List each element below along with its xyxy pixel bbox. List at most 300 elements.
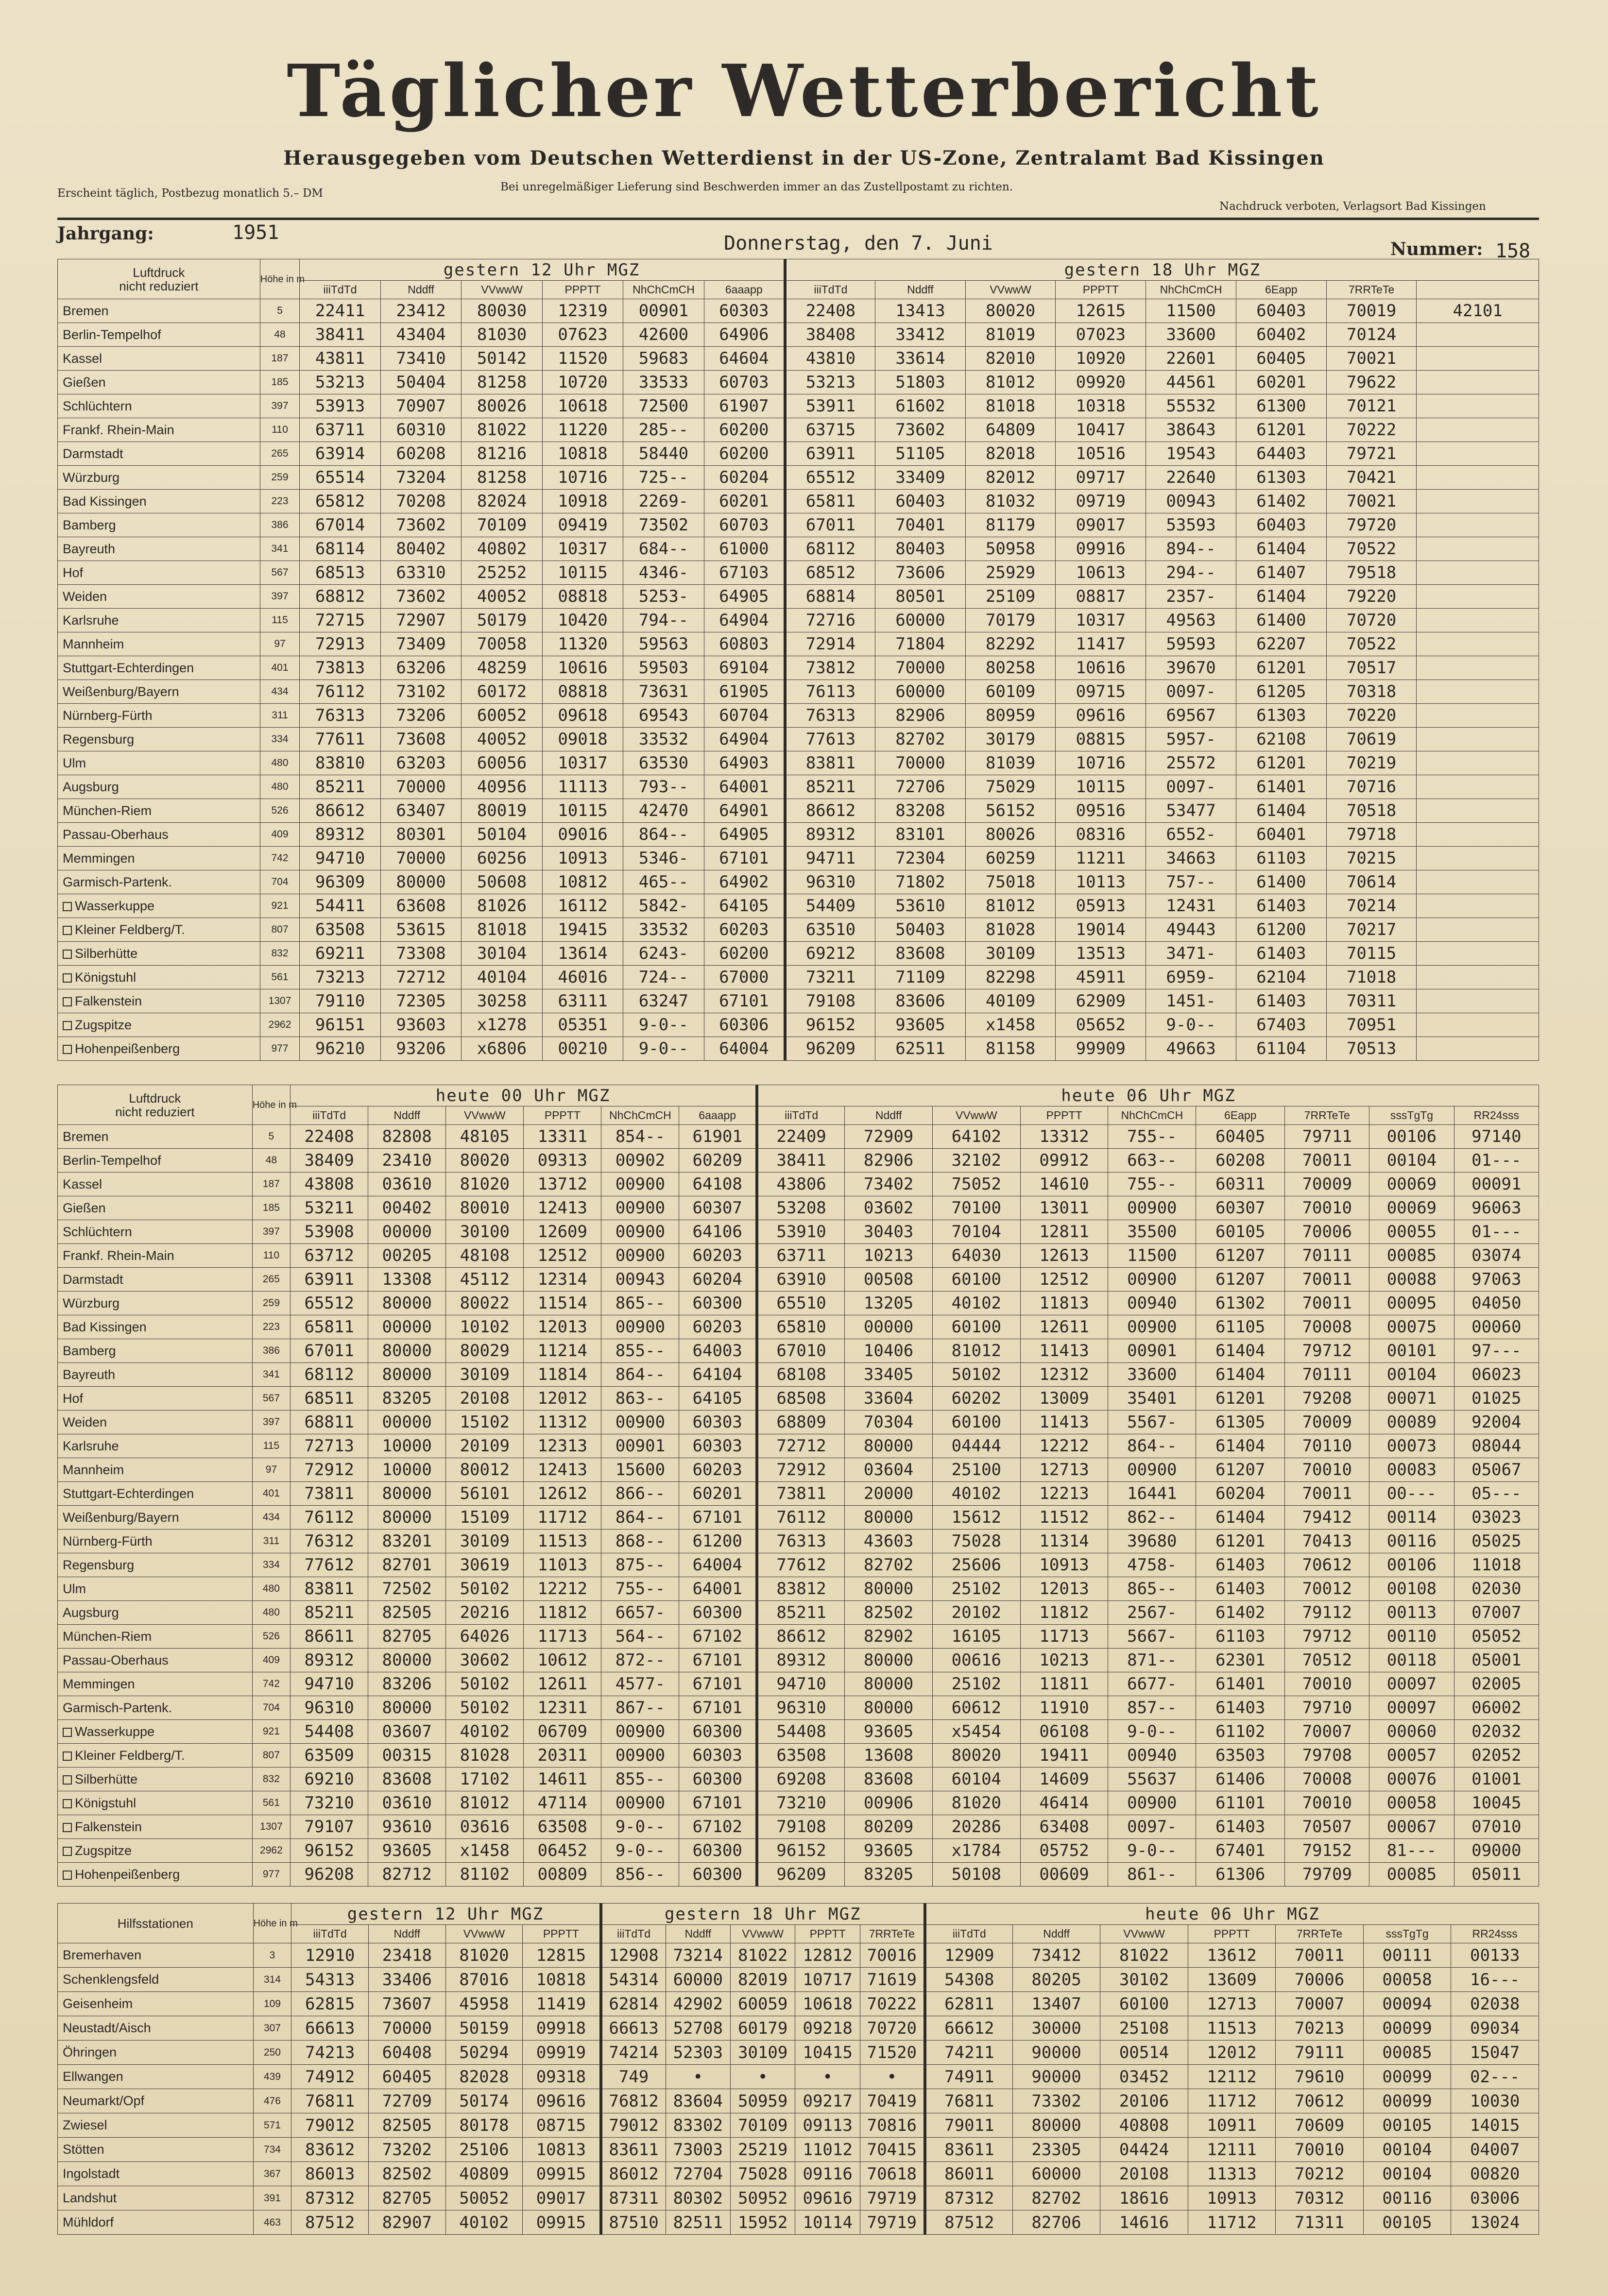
report-cell: 75018 (965, 870, 1056, 894)
station-name (58, 1744, 253, 1768)
report-cell: 61400 (1236, 609, 1326, 632)
report-cell: 00106 (1369, 1553, 1454, 1577)
station-label: Silberhütte (75, 1771, 138, 1786)
report-cell: 61403 (1196, 1815, 1285, 1839)
report-cell: 85211 (757, 1601, 845, 1625)
station-height: 807 (252, 1744, 290, 1768)
station-label: Weiden (63, 589, 107, 604)
station-label: Kassel (63, 351, 103, 366)
mountain-station-marker (63, 1021, 72, 1030)
report-cell: 00105 (1363, 2211, 1451, 2235)
station-label: Königstuhl (75, 969, 137, 985)
mountain-station-marker (63, 1752, 72, 1761)
report-cell: 50294 (445, 2041, 523, 2065)
report-cell: 50404 (380, 371, 461, 394)
report-cell: 54408 (291, 1720, 368, 1744)
report-cell: 70009 (1285, 1173, 1369, 1196)
report-cell: 83611 (601, 2138, 666, 2162)
report-cell: 08316 (1056, 823, 1146, 847)
report-cell: 13614 (542, 942, 623, 966)
report-cell: 71018 (1326, 966, 1417, 989)
report-cell: 755-- (1108, 1173, 1196, 1196)
report-cell: 73412 (1012, 1943, 1100, 1968)
report-cell: 80000 (380, 870, 461, 894)
report-cell: 81020 (446, 1173, 524, 1196)
report-cell: 47114 (524, 1791, 601, 1815)
report-cell: 11220 (542, 418, 623, 442)
station-height: 977 (260, 1037, 300, 1061)
report-cell: 45112 (446, 1268, 524, 1292)
report-cell: 65812 (300, 490, 380, 513)
column-header: RR24sss (1454, 1106, 1539, 1125)
report-cell: 70518 (1326, 799, 1417, 823)
report-cell: 70513 (1326, 1037, 1417, 1061)
report-cell: 61000 (704, 537, 785, 561)
report-cell: 10813 (523, 2138, 601, 2162)
report-cell: 15109 (446, 1506, 524, 1530)
station-label: Regensburg (63, 1557, 135, 1572)
report-cell: 10720 (542, 371, 623, 394)
station-height: 386 (260, 513, 300, 537)
report-cell: 05351 (542, 1013, 623, 1037)
report-cell: 00900 (1108, 1268, 1196, 1292)
report-cell: 53610 (875, 894, 966, 918)
report-cell: 60303 (679, 1434, 757, 1458)
report-cell: 79412 (1285, 1506, 1369, 1530)
report-cell: 05652 (1056, 1013, 1146, 1037)
report-cell: 60203 (679, 1315, 757, 1339)
report-cell: 40052 (462, 585, 542, 609)
station-name (58, 1672, 253, 1696)
station-height: 115 (260, 609, 300, 632)
report-cell: 70220 (1326, 704, 1417, 728)
report-cell: 86612 (785, 799, 875, 823)
report-cell: 60100 (1100, 1992, 1188, 2016)
report-cell: 56101 (446, 1482, 524, 1506)
report-cell: 00902 (601, 1149, 679, 1173)
report-cell: 22601 (1146, 347, 1236, 371)
report-cell: 66613 (601, 2016, 666, 2041)
report-cell: 72712 (757, 1434, 845, 1458)
masthead-rule (57, 218, 1539, 220)
station-label: Karlsruhe (63, 612, 119, 628)
report-cell: 82701 (368, 1553, 446, 1577)
report-cell: 663-- (1108, 1149, 1196, 1173)
report-cell: 00900 (1108, 1791, 1196, 1815)
report-cell: 38409 (291, 1149, 368, 1173)
report-cell: 70415 (860, 2138, 924, 2162)
station-label: Gießen (63, 1200, 106, 1215)
report-cell: 73308 (380, 942, 461, 966)
report-cell: 70016 (860, 1943, 924, 1968)
report-cell: 10317 (1056, 609, 1146, 632)
table-row (58, 2041, 1539, 2065)
report-cell: 11314 (1020, 1530, 1108, 1553)
report-cell: 00104 (1369, 1363, 1454, 1387)
report-cell (1417, 870, 1539, 894)
report-cell: 61207 (1196, 1244, 1285, 1268)
report-cell: 04007 (1451, 2138, 1539, 2162)
mountain-station-marker (63, 1775, 72, 1785)
report-cell: 39680 (1108, 1530, 1196, 1553)
report-cell: 67102 (679, 1625, 757, 1649)
report-cell: 871-- (1108, 1649, 1196, 1672)
report-cell: 13011 (1020, 1196, 1108, 1220)
report-cell: 53911 (785, 394, 875, 418)
report-cell: 10616 (542, 656, 623, 680)
report-cell: 63203 (380, 751, 461, 775)
report-cell: 09034 (1451, 2016, 1539, 2041)
report-cell: 87510 (601, 2211, 666, 2235)
report-cell: 80000 (368, 1649, 446, 1672)
report-cell: 09313 (524, 1149, 601, 1173)
report-cell: 63711 (757, 1244, 845, 1268)
report-cell: 70000 (875, 751, 966, 775)
report-cell: 64906 (704, 323, 785, 347)
report-cell: 83208 (875, 799, 966, 823)
report-cell: 68112 (785, 537, 875, 561)
station-label: Mannheim (63, 636, 124, 651)
report-cell: 70951 (1326, 1013, 1417, 1037)
station-label: Schlüchtern (63, 398, 132, 413)
report-cell: 73812 (785, 656, 875, 680)
report-cell: 73213 (300, 966, 380, 989)
report-cell: 11417 (1056, 632, 1146, 656)
report-cell: 79709 (1285, 1863, 1369, 1887)
report-cell: 96310 (757, 1696, 845, 1720)
report-cell: 61205 (1236, 680, 1326, 704)
report-cell: 70008 (1285, 1315, 1369, 1339)
report-cell: 00055 (1369, 1220, 1454, 1244)
report-cell: 79208 (1285, 1387, 1369, 1411)
report-cell: 61201 (1236, 418, 1326, 442)
report-cell: 61403 (1196, 1696, 1285, 1720)
report-cell: 05025 (1454, 1530, 1539, 1553)
report-cell: 61103 (1236, 847, 1326, 870)
report-cell: 82907 (368, 2211, 445, 2235)
report-cell: 97063 (1454, 1268, 1539, 1292)
report-cell: 09717 (1056, 466, 1146, 490)
station-label: Falkenstein (75, 993, 142, 1008)
report-cell: 2567- (1108, 1601, 1196, 1625)
complaint-note: Bei unregelmäßiger Lieferung sind Beschwerden immer an das Zustellpostamt zu richten. (500, 181, 1013, 193)
report-cell: 90000 (1012, 2065, 1100, 2089)
report-cell: 60300 (679, 1292, 757, 1315)
report-cell: 861-- (1108, 1863, 1196, 1887)
report-cell: 08817 (1056, 585, 1146, 609)
report-cell: 00073 (1369, 1434, 1454, 1458)
report-cell: 00099 (1363, 2065, 1451, 2089)
station-height: 314 (253, 1968, 291, 1992)
report-cell: 72715 (300, 609, 380, 632)
report-cell: 82502 (845, 1601, 933, 1625)
group-header-a: gestern 12 Uhr MGZ (291, 1904, 601, 1925)
report-cell: 43808 (291, 1173, 368, 1196)
report-cell: 80000 (368, 1339, 446, 1363)
report-cell: 61602 (875, 394, 966, 418)
report-cell: 82705 (368, 2186, 445, 2211)
report-cell: 70222 (860, 1992, 924, 2016)
report-cell: 86612 (757, 1625, 845, 1649)
report-cell: 25219 (730, 2138, 795, 2162)
report-cell: 69543 (623, 704, 704, 728)
report-cell: 12319 (542, 299, 623, 323)
report-cell: 25572 (1146, 751, 1236, 775)
table-row (58, 1992, 1539, 2016)
report-cell: 67010 (757, 1339, 845, 1363)
station-name (58, 537, 260, 561)
report-cell: 13312 (1020, 1125, 1108, 1149)
report-cell: 40109 (965, 989, 1056, 1013)
report-cell (1417, 751, 1539, 775)
table-row (58, 1458, 1539, 1482)
report-cell: 10818 (542, 442, 623, 466)
station-height: 250 (253, 2041, 291, 2065)
report-cell: 00099 (1363, 2016, 1451, 2041)
report-cell: 749 (601, 2065, 666, 2089)
report-cell: 83205 (368, 1387, 446, 1411)
report-cell: 00069 (1369, 1196, 1454, 1220)
report-cell: 793-- (623, 775, 704, 799)
station-label: Berlin-Tempelhof (63, 1153, 161, 1168)
station-label: Wasserkuppe (75, 898, 155, 913)
report-cell: 10918 (542, 490, 623, 513)
report-cell: 70000 (380, 847, 461, 870)
report-cell: 9-0-- (1108, 1720, 1196, 1744)
report-cell: 894-- (1146, 537, 1236, 561)
report-cell: 60303 (679, 1744, 757, 1768)
report-cell (1417, 466, 1539, 490)
report-cell: 64905 (704, 823, 785, 847)
station-label: Berlin-Tempelhof (63, 327, 161, 342)
report-cell: 5253- (623, 585, 704, 609)
report-cell: 73602 (875, 418, 966, 442)
report-cell: 00076 (1369, 1768, 1454, 1791)
table-row (58, 609, 1539, 632)
report-cell: 10612 (524, 1649, 601, 1672)
report-cell: 06002 (1454, 1696, 1539, 1720)
station-height: 185 (260, 371, 300, 394)
report-cell: 34663 (1146, 847, 1236, 870)
report-cell: 13024 (1451, 2211, 1539, 2235)
report-cell: 30000 (1012, 2016, 1100, 2041)
report-cell: 00116 (1363, 2186, 1451, 2211)
height-column-header: Höhe in m (253, 1904, 291, 1943)
report-cell: 70121 (1326, 394, 1417, 418)
report-cell: 14015 (1451, 2113, 1539, 2138)
station-height: 367 (253, 2162, 291, 2186)
report-cell: 00940 (1108, 1292, 1196, 1315)
report-cell: 70618 (860, 2162, 924, 2186)
report-cell: 83604 (666, 2089, 730, 2113)
report-cell: x1458 (965, 1013, 1056, 1037)
table-row (58, 1434, 1539, 1458)
report-cell: 12612 (524, 1482, 601, 1506)
report-cell: 30619 (446, 1553, 524, 1577)
report-cell: 60201 (704, 490, 785, 513)
report-cell: 10113 (1056, 870, 1146, 894)
report-cell: 33405 (845, 1363, 933, 1387)
report-cell: 02052 (1454, 1744, 1539, 1768)
station-height: 742 (260, 847, 300, 870)
column-header: iiiTdTd (925, 1925, 1013, 1943)
station-name (58, 1649, 253, 1672)
station-height: 311 (252, 1530, 290, 1553)
report-cell: 19543 (1146, 442, 1236, 466)
report-cell: 70222 (1326, 418, 1417, 442)
report-cell: 70011 (1285, 1149, 1369, 1173)
report-cell (1417, 847, 1539, 870)
report-cell: 93610 (368, 1815, 446, 1839)
report-cell: 60307 (679, 1196, 757, 1220)
report-cell: 82505 (368, 2113, 445, 2138)
report-cell: 23305 (1012, 2138, 1100, 2162)
station-height: 567 (260, 561, 300, 585)
station-height: 977 (252, 1863, 290, 1887)
report-cell: 67101 (679, 1696, 757, 1720)
report-cell: 11211 (1056, 847, 1146, 870)
station-label: Garmisch-Partenk. (63, 874, 172, 889)
report-cell: 02--- (1451, 2065, 1539, 2089)
report-cell: 70021 (1326, 347, 1417, 371)
station-name (58, 1363, 253, 1387)
report-cell: 30104 (462, 942, 542, 966)
report-cell: 80022 (446, 1292, 524, 1315)
report-cell: 70109 (462, 513, 542, 537)
report-cell: 11712 (1188, 2211, 1276, 2235)
table-row (58, 847, 1539, 870)
table-row (58, 1815, 1539, 1839)
station-name (58, 1037, 260, 1061)
table-row (58, 942, 1539, 966)
report-cell: 70609 (1276, 2113, 1364, 2138)
report-cell: 13407 (1012, 1992, 1100, 2016)
report-cell: 63911 (291, 1268, 368, 1292)
report-cell: 13308 (368, 1268, 446, 1292)
report-cell: 15612 (932, 1506, 1020, 1530)
report-cell: 96209 (757, 1863, 845, 1887)
report-cell: 59503 (623, 656, 704, 680)
report-cell: 70019 (1326, 299, 1417, 323)
report-cell: 9-0-- (1146, 1013, 1236, 1037)
report-cell: 70009 (1285, 1411, 1369, 1434)
report-cell: 20102 (932, 1601, 1020, 1625)
report-cell: 40102 (932, 1482, 1020, 1506)
report-cell: 94710 (291, 1672, 368, 1696)
report-cell: 73602 (380, 585, 461, 609)
report-cell: 60204 (1196, 1482, 1285, 1506)
station-height: 391 (253, 2186, 291, 2211)
table-row (58, 894, 1539, 918)
column-header: Nddff (368, 1925, 445, 1943)
station-label: Kassel (63, 1176, 103, 1191)
report-cell: 50104 (462, 823, 542, 847)
report-cell: 00101 (1369, 1339, 1454, 1363)
report-cell: 64102 (932, 1125, 1020, 1149)
report-cell: 50108 (932, 1863, 1020, 1887)
report-cell: 73608 (380, 728, 461, 751)
mountain-station-marker (63, 1847, 72, 1856)
report-cell: 70304 (845, 1411, 933, 1434)
column-header: sssTgTg (1369, 1106, 1454, 1125)
report-cell: 11113 (542, 775, 623, 799)
report-cell: 48105 (446, 1125, 524, 1149)
report-cell (1417, 823, 1539, 847)
report-cell: 73003 (666, 2138, 730, 2162)
column-header: Nddff (845, 1106, 933, 1125)
report-cell: 79711 (1285, 1125, 1369, 1149)
report-cell: 79012 (601, 2113, 666, 2138)
mountain-station-marker (63, 1045, 72, 1054)
report-cell: 72713 (291, 1434, 368, 1458)
station-label: Kleiner Feldberg/T. (75, 1748, 185, 1763)
report-cell (1417, 513, 1539, 537)
report-cell: 96210 (300, 1037, 380, 1061)
report-cell: 81258 (462, 466, 542, 490)
report-cell: 30179 (965, 728, 1056, 751)
report-cell: 12609 (524, 1220, 601, 1244)
report-cell: 42101 (1417, 299, 1539, 323)
report-cell: 63712 (291, 1244, 368, 1268)
report-cell: 60201 (1236, 371, 1326, 394)
station-height: 110 (260, 418, 300, 442)
column-header: 6Eapp (1196, 1106, 1285, 1125)
report-cell: 61907 (704, 394, 785, 418)
report-cell: 01025 (1454, 1387, 1539, 1411)
station-name (58, 823, 260, 847)
report-cell: 10516 (1056, 442, 1146, 466)
station-name (58, 299, 260, 323)
station-column-header (58, 1904, 254, 1943)
report-cell: 865-- (601, 1292, 679, 1315)
report-cell: 00085 (1369, 1244, 1454, 1268)
report-cell: 63510 (785, 918, 875, 942)
report-cell: 64030 (932, 1244, 1020, 1268)
report-cell: 12908 (601, 1943, 666, 1968)
report-cell: 875-- (601, 1553, 679, 1577)
report-cell: 00901 (1108, 1339, 1196, 1363)
report-cell: 30403 (845, 1220, 933, 1244)
report-cell: 63508 (757, 1744, 845, 1768)
report-cell: 80012 (446, 1458, 524, 1482)
mountain-station-marker (63, 902, 72, 911)
report-cell: 11812 (524, 1601, 601, 1625)
report-cell: 71520 (860, 2041, 924, 2065)
report-cell: 42902 (666, 1992, 730, 2016)
table-row (58, 2211, 1539, 2235)
report-cell: 81032 (965, 490, 1056, 513)
report-cell: 46414 (1020, 1791, 1108, 1815)
report-cell: 80959 (965, 704, 1056, 728)
report-cell: 10115 (1056, 775, 1146, 799)
report-cell: 86012 (601, 2162, 666, 2186)
report-cell: 12013 (524, 1315, 601, 1339)
report-cell: 50102 (446, 1577, 524, 1601)
report-cell: 60303 (704, 299, 785, 323)
report-cell: 93605 (875, 1013, 966, 1037)
station-label: Würzburg (63, 1295, 120, 1310)
report-cell: 60100 (932, 1411, 1020, 1434)
report-cell: 70010 (1285, 1196, 1369, 1220)
report-cell: 60256 (462, 847, 542, 870)
report-cell (1417, 490, 1539, 513)
report-cell: 64104 (679, 1363, 757, 1387)
report-cell (1417, 728, 1539, 751)
report-cell: 70614 (1326, 870, 1417, 894)
report-cell: 00088 (1369, 1268, 1454, 1292)
report-cell: 67103 (704, 561, 785, 585)
report-cell: 67101 (704, 989, 785, 1013)
